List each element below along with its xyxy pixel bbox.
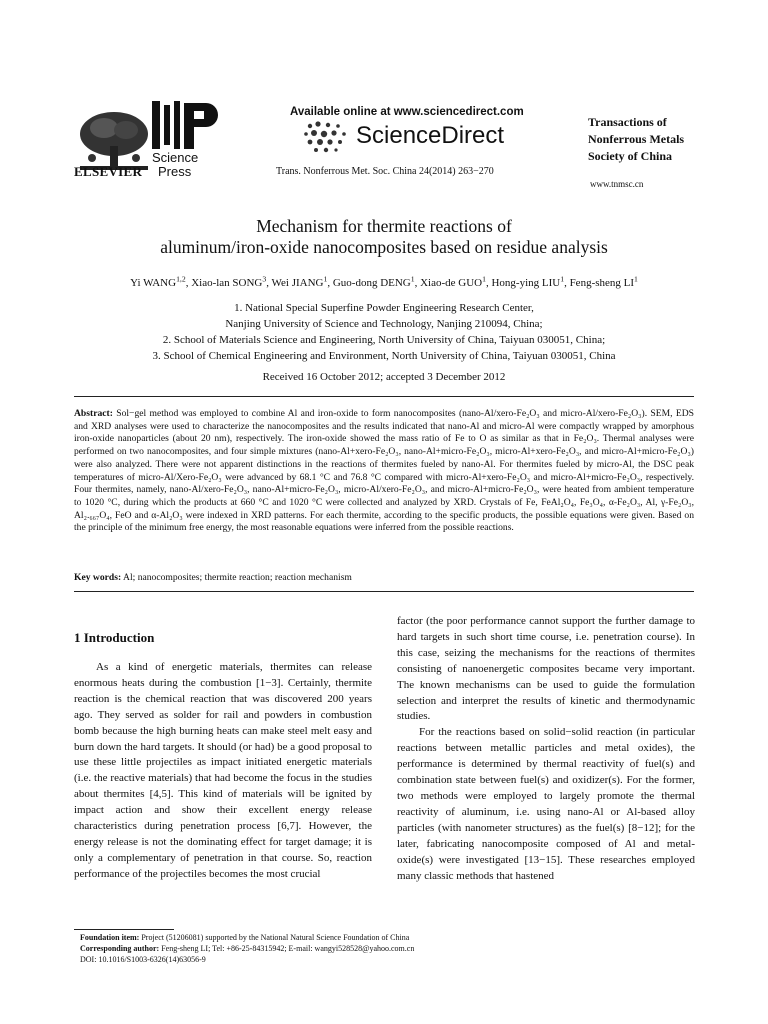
doi: DOI: 10.1016/S1003-6326(14)63056-9 xyxy=(80,955,206,964)
affiliations xyxy=(0,300,768,364)
author-affiliation-marker: 1 xyxy=(410,274,415,284)
paper-title xyxy=(0,216,768,258)
sciencedirect-wordmark: ScienceDirect xyxy=(356,122,505,149)
abstract-text: Sol−gel method was employed to combine Al and iron-oxide to form nanocomposites (nano-Al/xero-Fe₂O₃ and micro-Al/xero-Fe₂O₃). SEM, EDS and XRD analyses were used to characterize the nanocomposites and the results indicated that nano-Al and micro-Al were compactly wrapped by amorphous iron-oxide nanoparticles (about 20 nm), respectively. The iron-oxide showed the mass ratio of Fe to O as similar as that in Fe₂O₃. Thermal analyses were performed on two nanocomposites, and four simple mixtures (nano-Al+xero-Fe₂O₃, nano-Al+micro-Fe₂O₃, micro-Al+xero-Fe₂O₃, and micro-Al+micro-Fe₂O₃) were also analyzed. There were not apparent distinctions in the reactions of thermites fueled by nano-Al. For thermites fueled by micro-Al, the DSC peak temperatures of micro-Al/Xero-Fe₂O₃ were advanced by 68.1 °C and 76.8 °C compared with micro-Al+xero-Fe₂O₃ and micro-Al+micro-Fe₂O₃, respectively. Four thermites, namely, nano-Al/xero-Fe₂O₃, nano-Al+micro-Fe₂O₃, micro-Al/xero-Fe₂O₃, and micro-Al+micro-Fe₂O₃, were heated from ambient temperature to 1020 °C, during which the products at 660 °C and 1020 °C were collected and analyzed by XRD. Crystals of Fe, FeAl₂O₄, Fe₃O₄, α-Fe₂O₃, Al, γ-Fe₂O₃, Al₂.₆₆₇O₄, FeO and α-Al₂O₃ were indexed in XRD patterns. For each thermite, according to the specific products, the possible equations were given. Based on the principle of the minimum free energy, the most reasonable equations were inferred from the possible reactions. xyxy=(74,408,694,534)
keywords xyxy=(74,572,694,583)
foundation-note xyxy=(80,932,680,943)
paragraph: As a kind of energetic materials, thermites can release enormous heats during the combustion [1−3]. Certainly, thermite reaction is the chemical reaction that was discovered 200 years ago. They served as solder for rail and powders in combustion bomb because the high burning heats can make steel melt easy and burn down the hard targets. It should (or had) be a good proposal to use these little projectiles as impact initiated energetic materials (i.e. the reactive materials) that had become the focus in the studies about thermites [4,5]. This kind of materials will be ignited by impact action and show their excellent energy release characteristics during penetration process [6,7]. However, the energy release is not the dominating effect for target damage; it is only a complementary of penetration in that course. So, reaction performance of the projectiles becomes the most crucial xyxy=(74,661,372,880)
right-column xyxy=(397,614,695,884)
abstract-label: Abstract: xyxy=(74,408,113,419)
journal-url: www.tnmsc.cn xyxy=(590,179,644,189)
author-affiliation-marker: 1,2 xyxy=(176,274,186,284)
section-heading: 1 Introduction xyxy=(74,630,155,645)
keywords-text: Al; nanocomposites; thermite reaction; reaction mechanism xyxy=(123,572,352,583)
footnote-divider xyxy=(74,929,174,930)
science-press-line2: Press xyxy=(158,164,192,179)
journal-citation: Trans. Nonferrous Met. Soc. China 24(2014) 263−270 xyxy=(276,166,494,177)
abstract xyxy=(74,408,694,535)
affiliation-line: 3. School of Chemical Engineering and Environment, North University of China, Taiyuan 030051, China xyxy=(152,350,616,362)
title-line1: Mechanism for thermite reactions of xyxy=(256,216,512,236)
author-affiliation-marker: 1 xyxy=(560,274,565,284)
journal-name-line3: Society of China xyxy=(588,149,672,163)
author-name: Feng-sheng $LI^1$ xyxy=(569,274,638,289)
author-affiliation-marker: 1 xyxy=(634,274,638,284)
paragraph: For the reactions based on solid−solid reaction (in particular reactions between metallic particles and metal oxides), the performance is determined by thermal reactivity of fuel(s) and combination state between fuel(s) and oxidizer(s). For the former, two methods were employed to largely promote the thermal reactivity of aluminum, i.e. using nano-Al or Al-based alloy particles (with nanometer structures) as the fuel(s) [8−12]; for the later, fabricating nanocomposite composed of Al and metal-oxide(s) were investigated [13−15]. These researches employed many classic methods that hastened xyxy=(397,726,695,882)
corresponding-author-note xyxy=(80,943,680,954)
affiliation-line: 1. National Special Superfine Powder Engineering Research Center, xyxy=(234,302,534,314)
sciencedirect-dots-icon xyxy=(302,120,354,156)
paragraph: factor (the poor performance cannot support the further damage to hard targets in such short time course, i.e. penetration course). In this case, seizing the mechanisms for the reactions of thermites consisting of nanoenergetic composites became very important. The known mechanisms can be used to guide the formulation selection and interpret the results of kinetic and thermodynamic studies. xyxy=(397,615,695,723)
foundation-label: Foundation item: xyxy=(80,933,140,942)
author-label: Corresponding author: xyxy=(80,944,160,953)
elsevier-wordmark: ELSEVIER xyxy=(74,164,143,179)
author-name: Xiao-de GUO$^1$ xyxy=(420,274,486,289)
science-press-line1: Science xyxy=(152,150,199,165)
divider xyxy=(74,591,694,592)
author-affiliation-marker: 3 xyxy=(262,274,267,284)
author-name: Yi WANG$^{1,2}$ xyxy=(130,274,186,289)
journal-name-line2: Nonferrous Metals xyxy=(588,132,685,146)
science-press-logo xyxy=(150,101,218,153)
author-name: Hong-ying LIU$^1$ xyxy=(491,274,565,289)
affiliation-line: Nanjing University of Science and Technology, Nanjing 210094, China; xyxy=(225,318,543,330)
journal-name-block xyxy=(588,114,684,165)
author-affiliation-marker: 1 xyxy=(482,274,486,284)
author-name: Wei JIANG$^1$ xyxy=(271,274,328,289)
author-text: Feng-sheng LI; Tel: +86-25-84315942; E-mail: wangyi528528@yahoo.com.cn xyxy=(161,944,415,953)
author-affiliation-marker: 1 xyxy=(323,274,328,284)
available-online-text: Available online at www.sciencedirect.com xyxy=(290,106,524,118)
foundation-text: Project (51206081) supported by the National Natural Science Foundation of China xyxy=(141,933,410,942)
author-name: Xiao-lan SONG$^3$ xyxy=(191,274,267,289)
left-column xyxy=(74,660,372,883)
author-name: Guo-dong DENG$^1$ xyxy=(332,274,415,289)
affiliation-line: 2. School of Materials Science and Engineering, North University of China, Taiyuan 030051, China; xyxy=(162,334,606,346)
received-dates: Received 16 October 2012; accepted 3 December 2012 xyxy=(262,371,506,383)
author-list: Yi WANG$^{1,2}$, Xiao-lan SONG$^3$, Wei JIANG$^1$, Guo-dong DENG$^1$, Xiao-de GUO$^1$, Hong-ying LIU$^1$, Feng-sheng $LI^1$ xyxy=(130,274,638,289)
divider xyxy=(74,396,694,397)
title-line2: aluminum/iron-oxide nanocomposites based on residue analysis xyxy=(160,237,608,257)
footnotes xyxy=(80,932,680,965)
journal-name-line1: Transactions of xyxy=(588,115,667,129)
keywords-label: Key words: xyxy=(74,572,122,583)
